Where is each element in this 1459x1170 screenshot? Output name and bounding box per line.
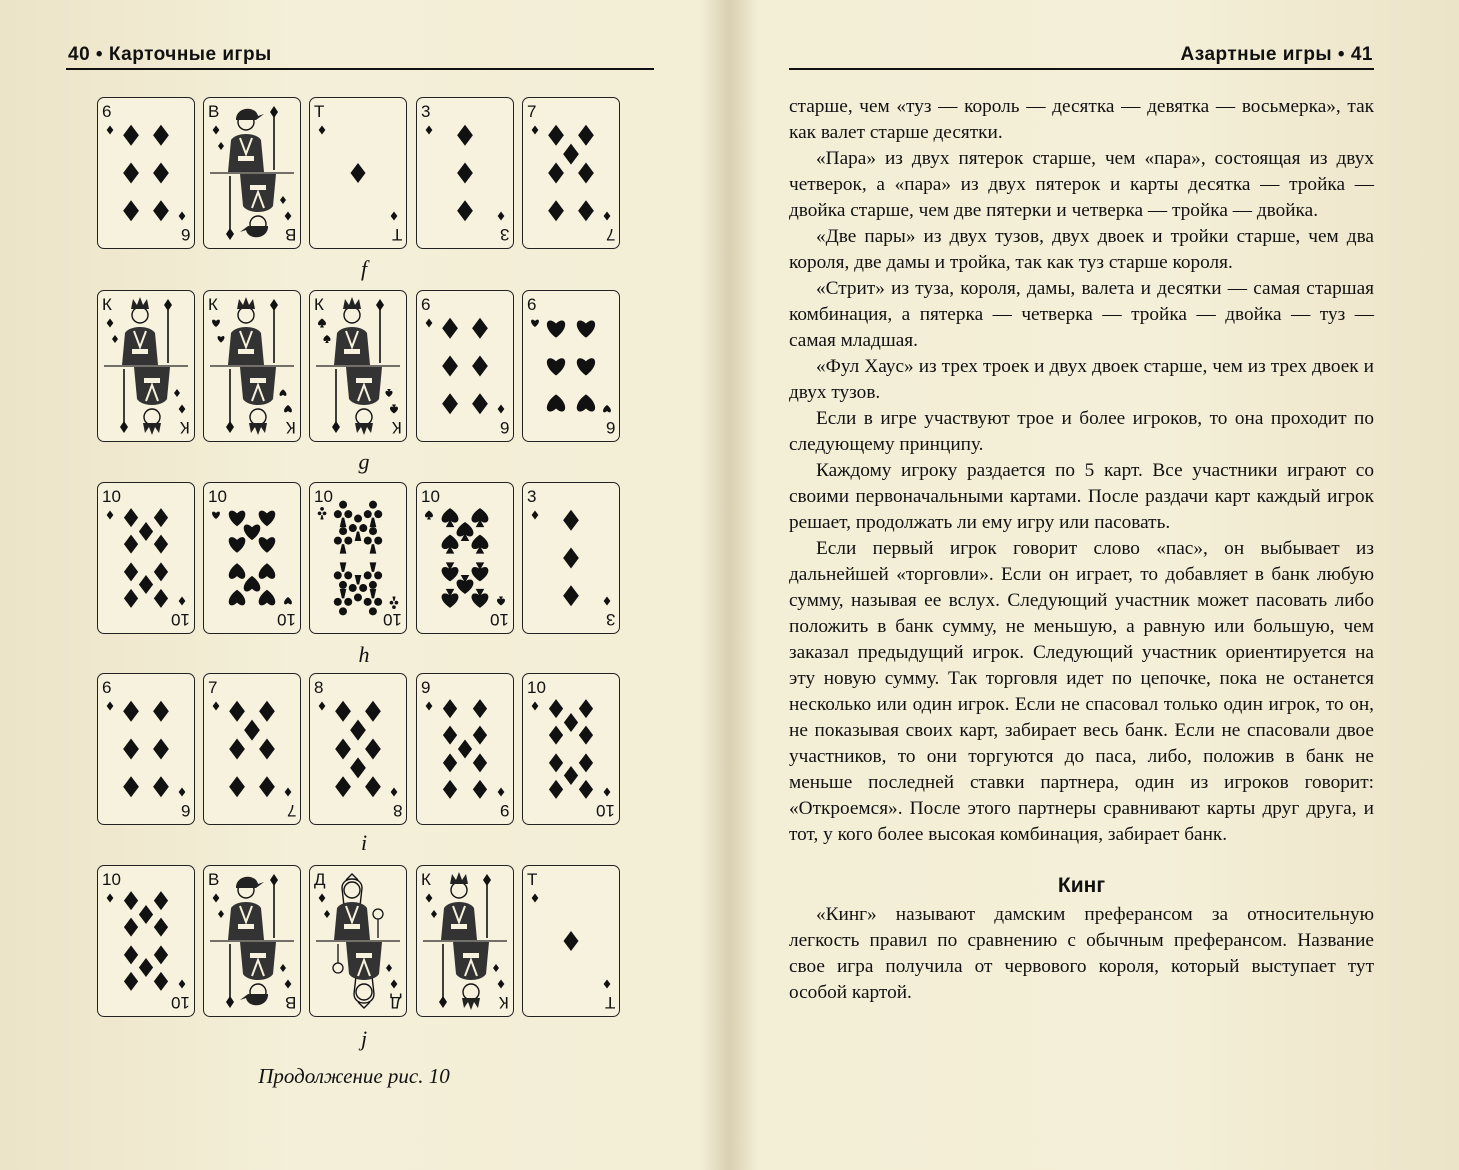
heart-pip-icon <box>577 394 595 411</box>
diamond-icon <box>532 702 539 711</box>
heart-pip-icon <box>577 358 595 375</box>
paragraph: «Фул Хаус» из трех троек и двух двоек старше, чем из трех двоек и двух тузов. <box>789 356 1374 403</box>
card-row-f <box>97 97 627 251</box>
diamond-icon <box>498 405 505 414</box>
diamond-pip-icon <box>350 757 366 778</box>
card-rank-index: 7 <box>208 678 218 697</box>
spade-pip-icon <box>472 535 489 554</box>
paragraph: «Кинг» называют дамским преферансом за относительную легкость правил по сравнению с обычным преферансом. Название свое игра получила от червового короля, который выступает тут особой картой. <box>789 904 1374 1003</box>
row-label-j: j <box>360 1026 368 1051</box>
right-running-head: Азартные игры • 41 <box>1180 44 1373 65</box>
diamond-card-face-icon <box>523 483 619 633</box>
diamond-pip-icon <box>229 739 245 760</box>
diamond-icon <box>213 702 220 711</box>
diamond-pip-icon <box>123 200 139 221</box>
diamond-pip-icon <box>549 780 563 799</box>
diamond-pip-icon <box>123 125 139 146</box>
diamond-pip-icon <box>153 163 169 184</box>
diamond-pip-icon <box>139 575 153 594</box>
playing-card <box>97 482 195 634</box>
diamond-icon <box>604 597 611 606</box>
diamond-icon <box>532 511 539 520</box>
diamond-pip-icon <box>139 958 153 977</box>
paragraph: «Две пары» из двух тузов, двух двоек и тройки старше, чем два короля, две дамы и тройка, так как туз старше короля. <box>789 226 1374 273</box>
diamond-pip-icon <box>124 589 138 608</box>
diamond-pip-icon <box>443 780 457 799</box>
spade-icon <box>318 319 326 328</box>
left-running-head: 40 • Карточные игры <box>68 44 272 65</box>
diamond-icon <box>604 788 611 797</box>
card-rank-index: 7 <box>605 225 615 244</box>
playing-card <box>203 673 301 825</box>
card-rank-index: 9 <box>421 678 431 697</box>
diamond-icon <box>285 980 292 989</box>
card-rank-index: В <box>208 102 220 121</box>
diamond-pip-icon <box>549 753 563 772</box>
playing-card <box>522 482 620 634</box>
card-rank-index: 10 <box>383 610 402 629</box>
card-rank-index: 6 <box>180 225 190 244</box>
diamond-pip-icon <box>578 125 594 146</box>
card-rank-index: Т <box>391 225 402 244</box>
diamond-pip-icon <box>473 753 487 772</box>
playing-card <box>522 97 620 249</box>
card-rank-index: К <box>102 295 112 314</box>
diamond-pip-icon <box>365 739 381 760</box>
playing-card <box>97 865 195 1017</box>
card-rank-index: 7 <box>286 801 296 820</box>
diamond-icon <box>498 788 505 797</box>
club-pip-icon <box>364 527 382 554</box>
diamond-pip-icon <box>123 776 139 797</box>
diamond-pip-icon <box>579 726 593 745</box>
paragraph: Если первый игрок говорит слово «пас», он выбывает из дальнейшей «торговли». Если он играет, то добавляет в банк любую сумму, называя ее вслух. Следующий участник может пасовать либо положить в банк сумму, не меньшую, а равную или большую, чем заказал предыдущий игрок. Следующий участник ориентируется на эту новую сумму. Так торговля идет по цепочке, пока не останется несколько или один игрок. Если не спасовал только один игрок, то он, не показывая своих карт, забирает весь банк. Если не спасовали двое участников, то они торгуются до паса, либо, положив в банк не меньше последней ставки партнера, один из игроков говорит: «Откроемся». После этого партнеры сравнивают карты друг друга, и тот, у кого более высокая комбинация, забирает банк. <box>789 538 1374 845</box>
diamond-pip-icon <box>259 701 275 722</box>
diamond-pip-icon <box>124 508 138 527</box>
spade-pip-icon <box>442 589 459 608</box>
playing-card <box>416 482 514 634</box>
playing-card <box>97 290 195 442</box>
heart-pip-icon <box>577 320 595 337</box>
spade-pip-icon <box>472 508 489 527</box>
diamond-pip-icon <box>124 945 138 964</box>
playing-card <box>203 482 301 634</box>
diamond-pip-icon <box>335 701 351 722</box>
diamond-pip-icon <box>124 972 138 991</box>
body-text <box>789 94 1374 1006</box>
diamond-pip-icon <box>472 393 488 414</box>
card-rank-index: 8 <box>392 801 402 820</box>
heart-icon <box>212 320 220 327</box>
playing-card <box>97 673 195 825</box>
card-rank-index: 6 <box>180 801 190 820</box>
heart-pip-icon <box>244 576 261 592</box>
heart-icon <box>212 512 220 519</box>
diamond-icon <box>285 212 292 221</box>
playing-card <box>97 97 195 249</box>
playing-card <box>203 290 301 442</box>
spade-pip-icon <box>442 562 459 581</box>
club-pip-icon <box>334 562 352 589</box>
heart-pip-icon <box>259 590 276 606</box>
card-rank-index: Т <box>604 993 615 1012</box>
card-row-i <box>97 673 627 827</box>
playing-card <box>203 97 301 249</box>
card-rank-index: 7 <box>527 102 537 121</box>
diamond-pip-icon <box>443 753 457 772</box>
left-page <box>0 0 728 1170</box>
card-rank-index: В <box>284 993 296 1012</box>
diamond-pip-icon <box>335 776 351 797</box>
diamond-pip-icon <box>548 200 564 221</box>
figure-caption: Продолжение рис. 10 <box>258 1064 450 1088</box>
diamond-pip-icon <box>442 356 458 377</box>
diamond-icon <box>426 702 433 711</box>
heart-icon <box>531 320 539 327</box>
card-rank-index: 10 <box>102 487 121 506</box>
diamond-pip-icon <box>458 740 472 759</box>
diamond-pip-icon <box>443 726 457 745</box>
diamond-pip-icon <box>549 726 563 745</box>
diamond-pip-icon <box>153 776 169 797</box>
card-rank-index: 6 <box>527 295 537 314</box>
diamond-pip-icon <box>153 125 169 146</box>
card-rank-index: 6 <box>102 678 112 697</box>
playing-card <box>203 865 301 1017</box>
diamond-icon <box>498 212 505 221</box>
card-rank-index: 10 <box>171 610 190 629</box>
card-rank-index: 6 <box>605 418 615 437</box>
diamond-pip-icon <box>548 163 564 184</box>
diamond-pip-icon <box>473 780 487 799</box>
diamond-pip-icon <box>579 780 593 799</box>
card-rank-index: К <box>392 418 402 437</box>
spade-pip-icon <box>442 535 459 554</box>
diamond-pip-icon <box>564 713 578 732</box>
diamond-icon <box>213 126 220 135</box>
diamond-pip-icon <box>365 776 381 797</box>
playing-card <box>309 673 407 825</box>
diamond-icon <box>179 405 186 414</box>
diamond-pip-icon <box>579 699 593 718</box>
diamond-pip-icon <box>365 701 381 722</box>
queen-figure-icon <box>316 874 400 1008</box>
diamond-icon <box>319 702 326 711</box>
diamond-icon <box>391 788 398 797</box>
jack-figure-icon <box>210 106 294 240</box>
diamond-pip-icon <box>229 776 245 797</box>
card-rank-index: 10 <box>421 487 440 506</box>
diamond-pip-icon <box>244 720 260 741</box>
diamond-pip-icon <box>472 356 488 377</box>
diamond-card-face-icon <box>417 98 513 248</box>
diamond-pip-icon <box>154 508 168 527</box>
card-rank-index: 3 <box>605 610 615 629</box>
diamond-icon <box>179 788 186 797</box>
card-rank-index: 10 <box>596 801 615 820</box>
king-figure-icon <box>423 872 507 1010</box>
diamond-pip-icon <box>457 200 473 221</box>
card-rank-index: 10 <box>490 610 509 629</box>
section-heading: Кинг <box>1057 874 1106 897</box>
heart-pip-icon <box>229 563 246 579</box>
spade-pip-icon <box>457 575 474 594</box>
row-label-g: g <box>358 449 370 474</box>
diamond-pip-icon <box>443 699 457 718</box>
card-row-h <box>97 482 627 636</box>
diamond-card-face-icon <box>98 674 194 824</box>
diamond-card-face-icon <box>98 98 194 248</box>
card-rank-index: 6 <box>102 102 112 121</box>
diamond-pip-icon <box>154 562 168 581</box>
diamond-pip-icon <box>139 522 153 541</box>
spade-pip-icon <box>472 589 489 608</box>
card-rank-index: 6 <box>421 295 431 314</box>
card-rank-index: 3 <box>499 225 509 244</box>
diamond-pip-icon <box>153 701 169 722</box>
diamond-pip-icon <box>123 739 139 760</box>
diamond-pip-icon <box>578 200 594 221</box>
king-figure-icon <box>104 297 188 435</box>
diamond-icon <box>319 894 326 903</box>
diamond-icon <box>604 980 611 989</box>
card-rank-index: К <box>180 418 190 437</box>
card-rank-index: 8 <box>314 678 324 697</box>
paragraph: Каждому игроку раздается по 5 карт. Все участники играют со своими первоначальными картами. После раздачи карт каждый игрок решает, продолжать ли ему игру или пасовать. <box>789 460 1374 533</box>
diamond-pip-icon <box>578 163 594 184</box>
diamond-pip-icon <box>472 318 488 339</box>
diamond-pip-icon <box>154 972 168 991</box>
diamond-pip-icon <box>351 163 366 183</box>
playing-card <box>309 97 407 249</box>
card-rank-index: 3 <box>527 487 537 506</box>
king-figure-icon <box>210 297 294 435</box>
paragraph: Если в игре участвуют трое и более игроков, то она проходит по следующему принципу. <box>789 408 1374 455</box>
playing-card <box>522 673 620 825</box>
row-label-f: f <box>360 256 368 281</box>
card-rank-index: К <box>421 870 431 889</box>
heart-pip-icon <box>244 525 261 541</box>
diamond-icon <box>426 126 433 135</box>
spade-icon <box>390 405 398 414</box>
diamond-pip-icon <box>259 739 275 760</box>
diamond-pip-icon <box>153 739 169 760</box>
card-rank-index: 9 <box>499 801 509 820</box>
diamond-pip-icon <box>564 766 578 785</box>
card-row-g <box>97 290 627 444</box>
diamond-icon <box>213 894 220 903</box>
diamond-pip-icon <box>442 318 458 339</box>
diamond-pip-icon <box>154 589 168 608</box>
club-pip-icon <box>364 589 382 616</box>
diamond-pip-icon <box>123 163 139 184</box>
paragraph: «Пара» из двух пятерок старше, чем «пара», состоящая из двух четверок, а «пара» из двух пятерок и карты десятка — тройка — двойка старше, чем две пятерки и четверка — тройка — двойка. <box>789 148 1374 221</box>
club-pip-icon <box>334 527 352 554</box>
paragraph: старше, чем «туз — король — десятка — девятка — восьмерка», так как валет старше десятки. <box>789 96 1374 143</box>
heart-icon <box>603 405 611 412</box>
club-pip-icon <box>364 501 382 528</box>
card-rank-index: 10 <box>102 870 121 889</box>
diamond-pip-icon <box>259 776 275 797</box>
club-pip-icon <box>334 589 352 616</box>
diamond-icon <box>391 212 398 221</box>
playing-card <box>309 290 407 442</box>
diamond-card-face-icon <box>310 674 406 824</box>
diamond-icon <box>498 980 505 989</box>
diamond-pip-icon <box>139 905 153 924</box>
card-row-j <box>97 865 627 1019</box>
diamond-pip-icon <box>350 720 366 741</box>
diamond-icon <box>426 319 433 328</box>
right-header-rule <box>789 68 1374 70</box>
diamond-pip-icon <box>124 562 138 581</box>
card-rank-index: К <box>314 295 324 314</box>
diamond-card-face-icon <box>417 674 513 824</box>
diamond-icon <box>285 788 292 797</box>
diamond-icon <box>107 702 114 711</box>
diamond-pip-icon <box>154 945 168 964</box>
card-rank-index: К <box>499 993 509 1012</box>
heart-icon <box>284 597 292 604</box>
heart-card-face-icon <box>523 291 619 441</box>
king-figure-icon <box>316 297 400 435</box>
card-rank-index: В <box>284 225 296 244</box>
diamond-icon <box>179 980 186 989</box>
heart-pip-icon <box>547 394 565 411</box>
playing-card <box>309 482 407 634</box>
spade-icon <box>497 597 505 606</box>
club-pip-icon <box>334 501 352 528</box>
row-label-i: i <box>360 830 368 855</box>
heart-pip-icon <box>259 537 276 553</box>
heart-pip-icon <box>547 320 565 337</box>
diamond-pip-icon <box>124 535 138 554</box>
diamond-icon <box>426 894 433 903</box>
heart-pip-icon <box>259 563 276 579</box>
heart-pip-icon <box>547 358 565 375</box>
diamond-pip-icon <box>563 585 579 606</box>
diamond-icon <box>107 894 114 903</box>
heart-pip-icon <box>229 537 246 553</box>
card-rank-index: 3 <box>421 102 431 121</box>
diamond-pip-icon <box>124 891 138 910</box>
paragraph: «Стрит» из туза, короля, дамы, валета и десятки — самая старшая комбинация, а пятерка — четверка — тройка — двойка — туз — самая младшая. <box>789 278 1374 351</box>
row-label-h: h <box>358 642 370 667</box>
diamond-pip-icon <box>229 701 245 722</box>
diamond-icon <box>391 980 398 989</box>
diamond-pip-icon <box>442 393 458 414</box>
diamond-pip-icon <box>154 535 168 554</box>
diamond-icon <box>532 126 539 135</box>
diamond-icon <box>107 511 114 520</box>
card-rank-index: Т <box>527 870 538 889</box>
card-rank-index: 10 <box>171 993 190 1012</box>
diamond-pip-icon <box>154 891 168 910</box>
diamond-icon <box>319 126 326 135</box>
club-pip-icon <box>349 515 367 542</box>
playing-card <box>416 673 514 825</box>
diamond-pip-icon <box>123 701 139 722</box>
diamond-card-face-icon <box>417 291 513 441</box>
playing-card <box>416 290 514 442</box>
diamond-pip-icon <box>154 918 168 937</box>
card-rank-index: Д <box>314 870 326 889</box>
diamond-pip-icon <box>564 931 579 951</box>
card-rank-index: Т <box>314 102 325 121</box>
card-rank-index: Д <box>390 993 402 1012</box>
diamond-pip-icon <box>473 699 487 718</box>
diamond-icon <box>604 212 611 221</box>
diamond-pip-icon <box>563 144 579 165</box>
heart-pip-icon <box>259 511 276 527</box>
jack-figure-icon <box>210 874 294 1008</box>
diamond-card-face-icon <box>204 674 300 824</box>
playing-card <box>309 865 407 1017</box>
card-rank-index: 10 <box>208 487 227 506</box>
playing-card <box>416 865 514 1017</box>
diamond-pip-icon <box>335 739 351 760</box>
diamond-icon <box>179 597 186 606</box>
diamond-pip-icon <box>549 699 563 718</box>
diamond-pip-icon <box>563 548 579 569</box>
playing-card <box>522 865 620 1017</box>
playing-card <box>416 97 514 249</box>
card-rank-index: К <box>286 418 296 437</box>
spade-icon <box>425 511 433 520</box>
card-rank-index: 10 <box>527 678 546 697</box>
diamond-icon <box>532 894 539 903</box>
diamond-pip-icon <box>473 726 487 745</box>
club-icon <box>318 507 327 520</box>
diamond-pip-icon <box>457 125 473 146</box>
left-header-rule <box>66 68 654 70</box>
diamond-pip-icon <box>153 200 169 221</box>
diamond-pip-icon <box>457 163 473 184</box>
heart-pip-icon <box>229 511 246 527</box>
spade-pip-icon <box>457 522 474 541</box>
diamond-icon <box>179 212 186 221</box>
diamond-pip-icon <box>548 125 564 146</box>
playing-card <box>522 290 620 442</box>
club-icon <box>390 597 399 610</box>
diamond-icon <box>107 319 114 328</box>
diamond-pip-icon <box>124 918 138 937</box>
heart-icon <box>284 405 292 412</box>
club-pip-icon <box>364 562 382 589</box>
spade-pip-icon <box>472 562 489 581</box>
spade-pip-icon <box>442 508 459 527</box>
right-page <box>731 0 1459 1170</box>
card-rank-index: 6 <box>499 418 509 437</box>
card-rank-index: К <box>208 295 218 314</box>
card-rank-index: В <box>208 870 220 889</box>
diamond-icon <box>107 126 114 135</box>
diamond-pip-icon <box>563 510 579 531</box>
diamond-card-face-icon <box>523 98 619 248</box>
heart-pip-icon <box>229 590 246 606</box>
card-rank-index: 10 <box>314 487 333 506</box>
card-rank-index: 10 <box>277 610 296 629</box>
diamond-pip-icon <box>579 753 593 772</box>
club-pip-icon <box>349 575 367 602</box>
